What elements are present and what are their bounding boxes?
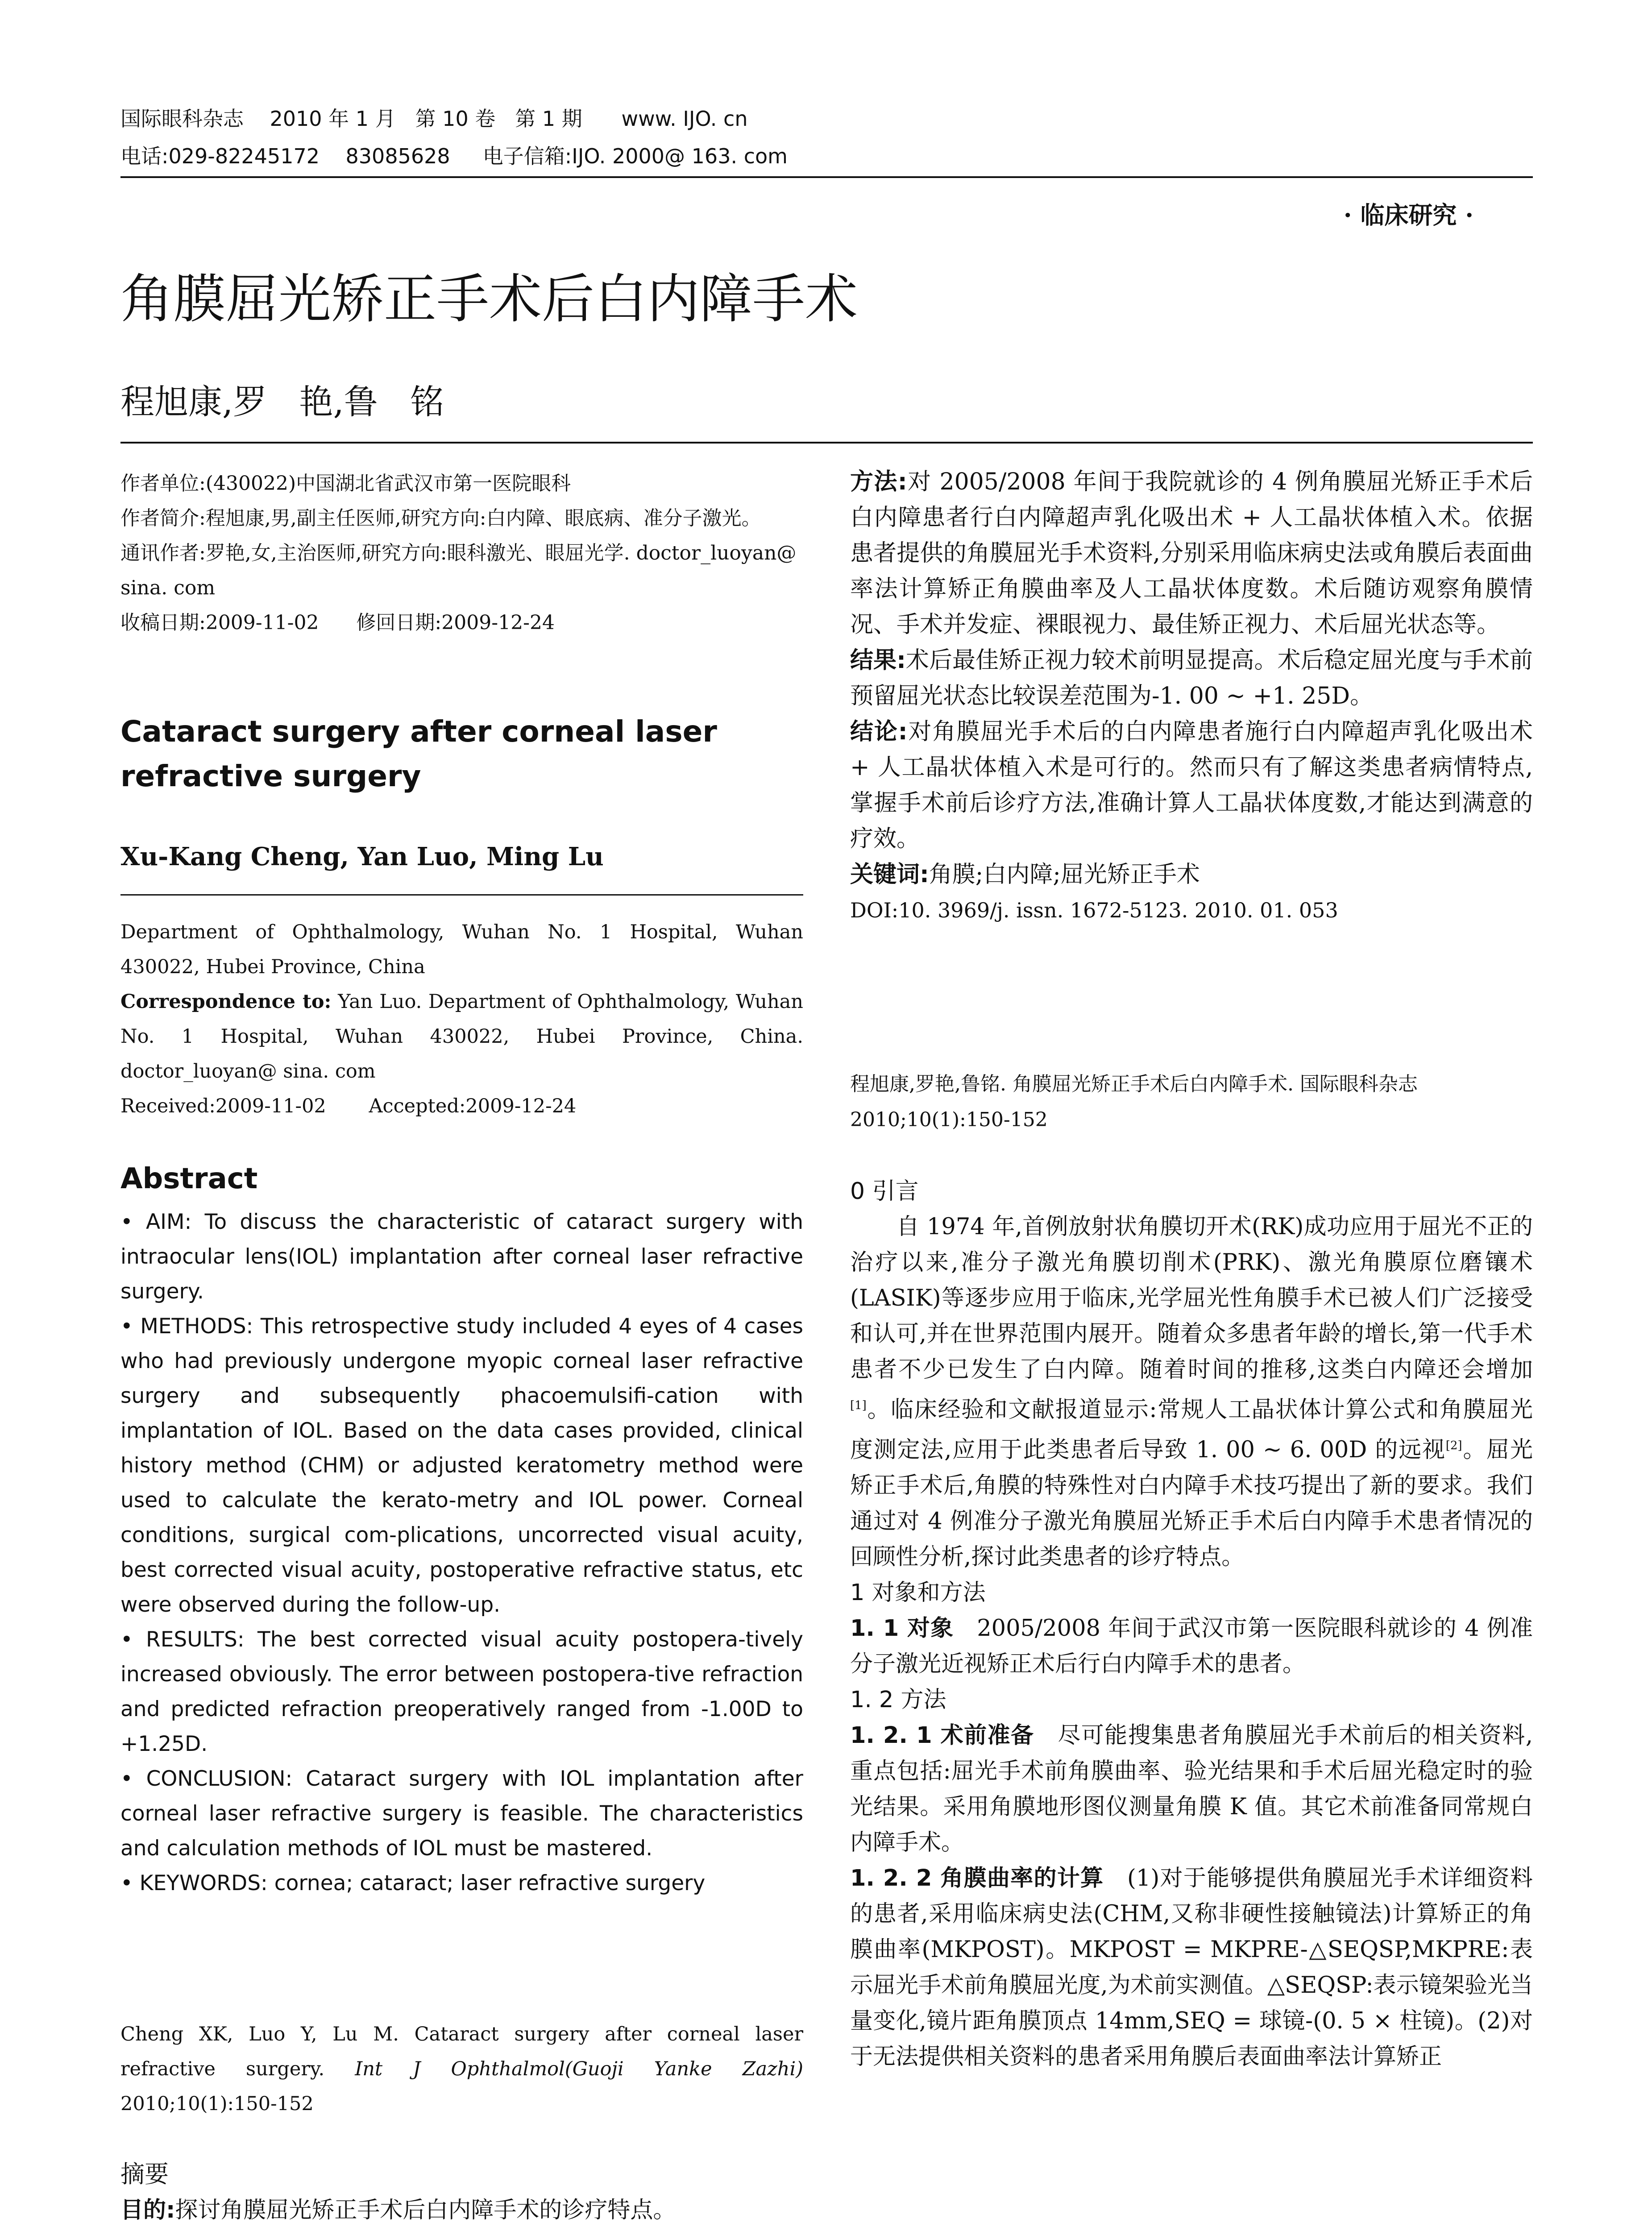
english-authors: Xu-Kang Cheng, Yan Luo, Ming Lu [120, 842, 604, 871]
abstract-results: • RESULTS: The best corrected visual acuity postopera-tively increased obviously. The error between postopera-tive refraction and predicted refraction preoperatively ranged from -1.00D to +1.25D. [120, 1627, 803, 1756]
citation-volume: 2010;10(1):150-152 [120, 2093, 314, 2115]
section-1-2-heading: 1. 2 方法 [850, 1687, 946, 1713]
authors-cn: 程旭康,罗 艳,鲁 铭 [120, 382, 444, 422]
cn-conclusion-text: 对角膜屈光手术后的白内障患者施行白内障超声乳化吸出术 + 人工晶状体植入术是可行的。然而只有了解这类患者病情特点,掌握手术前后诊疗方法,准确计算人工晶状体度数,才能达到满意的疗效。 [850, 718, 1533, 852]
cn-keywords [850, 857, 1533, 892]
title-rule [120, 442, 1533, 444]
citation-authors: Cheng XK, Luo Y, Lu M. Cataract surgery after corneal laser refractive surgery. [120, 2023, 803, 2080]
author-info-block [120, 466, 803, 640]
received-dates-cn: 收稿日期:2009-11-02 修回日期:2009-12-24 [120, 611, 555, 634]
abstract-aim: • AIM: To discuss the characteristic of cataract surgery with intraocular lens(IOL) implantation after corneal laser refractive surgery. [120, 1210, 803, 1304]
english-correspondence [120, 984, 803, 1089]
english-citation [120, 2017, 803, 2121]
abstract-conclusion: • CONCLUSION: Cataract surgery with IOL implantation after corneal laser refractive surgery is feasible. The characteristics and calculation methods of IOL must be mastered. [120, 1767, 803, 1861]
section-label: · 临床研究 · [1343, 201, 1474, 229]
intro-text-b: 。临床经验和文献报道显示:常规人工晶状体计算公式和角膜屈光度测定法,应用于此类患者后导致 1. 00 ~ 6. 00D 的远视 [850, 1397, 1533, 1463]
abstract-methods: • METHODS: This retrospective study included 4 eyes of 4 cases who had previously undergone myopic corneal laser refractive surgery and subsequently phacoemulsifi-cation with implantation of IOL. Based on the data cases provided, clinical history method (CHM) or adjusted keratometry method were used to calculate the kerato-metry and IOL power. Corneal conditions, surgical com-plications, uncorrected visual acuity, best corrected visual acuity, postoperative refractive status, etc were observed during the follow-up. [120, 1314, 803, 1617]
intro-text-a: 自 1974 年,首例放射状角膜切开术(RK)成功应用于屈光不正的治疗以来,准分子激光角膜切削术(PRK)、激光角膜原位磨镶术(LASIK)等逐步应用于临床,光学屈光性角膜手术已被人们广泛接受和认可,并在世界范围内展开。随着众多患者年龄的增长,第一代手术患者不少已发生了白内障。随着时间的推移,这类白内障还会增加 [850, 1214, 1533, 1383]
intro-text-c: 。屈光矫正手术后,角膜的特殊性对白内障手术技巧提出了新的要求。我们通过对 4 例准分子激光角膜屈光矫正手术后白内障手术患者情况的回顾性分析,探讨此类患者的诊疗特点。 [850, 1437, 1533, 1570]
cn-results [850, 643, 1533, 714]
english-title: Cataract surgery after corneal laser refractive surgery [120, 714, 717, 793]
section-1-2-1-text: 尽可能搜集患者角膜屈光手术前后的相关资料,重点包括:屈光手术前角膜曲率、验光结果和手术后屈光稳定时的验光结果。采用角膜地形图仪测量角膜 K 值。其它术前准备同常规白内障手术。 [850, 1722, 1533, 1856]
cn-aim-text: 探讨角膜屈光矫正手术后白内障手术的诊疗特点。 [175, 2197, 676, 2223]
author-bio: 作者简介:程旭康,男,副主任医师,研究方向:白内障、眼底病、准分子激光。 [120, 507, 761, 530]
abstract-heading: Abstract [120, 1162, 258, 1195]
correspondence-text: Yan Luo. Department of Ophthalmology, Wuhan No. 1 Hospital, Wuhan 430022, Hubei Province, China. doctor_luoyan@ sina. com [120, 991, 804, 1082]
citation-journal: Int J Ophthalmol(Guoji Yanke Zazhi) [355, 2058, 803, 2080]
header-rule [120, 176, 1533, 178]
english-affiliation-block [120, 915, 803, 1124]
correspondence-label: Correspondence to: [120, 991, 332, 1013]
cn-results-text: 术后最佳矫正视力较术前明显提高。术后稳定屈光度与手术前预留屈光状态比较误差范围为-1. 00 ~ +1. 25D。 [850, 647, 1533, 709]
cn-methods-text: 对 2005/2008 年间于我院就诊的 4 例角膜屈光矫正手术后白内障患者行白内障超声乳化吸出术 + 人工晶状体植入术。依据患者提供的角膜屈光手术资料,分别采用临床病史法或角膜后表面曲率法计算矫正角膜曲率及人工晶状体度数。术后随访观察角膜情况、手术并发症、裸眼视力、最佳矫正视力、术后屈光状态等。 [850, 469, 1533, 638]
intro-heading: 0 引言 [850, 1178, 919, 1205]
cn-keywords-text: 角膜;白内障;屈光矫正手术 [929, 861, 1200, 888]
cn-abstract-aim [120, 2193, 803, 2228]
cn-results-label: 结果: [850, 647, 906, 674]
english-affiliation: Department of Ophthalmology, Wuhan No. 1 Hospital, Wuhan 430022, Hubei Province, China [120, 921, 803, 978]
section-1-2-2-text: (1)对于能够提供角膜屈光手术详细资料的患者,采用临床病史法(CHM,又称非硬性接触镜法)计算矫正的角膜曲率(MKPOST)。MKPOST = MKPRE-△SEQSP,MKPRE:表示屈光手术前角膜屈光度,为术前实测值。△SEQSP:表示镜架验光当量变化,镜片距角膜顶点 14mm,SEQ = 球镜-(0. 5 × 柱镜)。(2)对于无法提供相关资料的患者采用角膜后表面曲率法计算矫正 [850, 1865, 1533, 2070]
section-1-2-2-label: 1. 2. 2 角膜曲率的计算 [850, 1865, 1104, 1891]
cn-methods [850, 464, 1533, 643]
cn-conclusion-label: 结论: [850, 718, 908, 745]
english-abstract [120, 1205, 803, 1901]
corresponding-author: 通讯作者:罗艳,女,主治医师,研究方向:眼科激光、眼屈光学. doctor_luoyan@ sina. com [120, 542, 797, 599]
cn-aim-label: 目的: [120, 2197, 175, 2223]
journal-header-line2: 电话:029-82245172 83085628 电子信箱:IJO. 2000@ 163. com [120, 144, 788, 168]
ref-marker-1: [1] [850, 1399, 867, 1412]
cn-abstract-continued [850, 464, 1533, 928]
english-authors-rule [120, 894, 803, 896]
cn-keywords-label: 关键词: [850, 861, 929, 888]
author-affiliation: 作者单位:(430022)中国湖北省武汉市第一医院眼科 [120, 472, 571, 495]
intro-paragraph [850, 1209, 1533, 1575]
page-title: 角膜屈光矫正手术后白内障手术 [120, 268, 858, 330]
section-1-1-text: 2005/2008 年间于武汉市第一医院眼科就诊的 4 例准分子激光近视矫正术后行白内障手术的患者。 [850, 1615, 1533, 1677]
journal-header-line1: 国际眼科杂志 2010 年 1 月 第 10 卷 第 1 期 www. IJO. cn [120, 107, 748, 131]
cn-conclusion [850, 714, 1533, 857]
cn-methods-label: 方法: [850, 469, 907, 495]
article-body [850, 1174, 1533, 2075]
section-1-2-1 [850, 1718, 1533, 1861]
cn-doi: DOI:10. 3969/j. issn. 1672-5123. 2010. 01. 053 [850, 898, 1338, 922]
section-1-heading: 1 对象和方法 [850, 1580, 986, 1606]
ref-marker-2: [2] [1445, 1439, 1462, 1452]
cn-abstract-heading: 摘要 [120, 2160, 169, 2188]
cn-citation: 程旭康,罗艳,鲁铭. 角膜屈光矫正手术后白内障手术. 国际眼科杂志 2010;10(1):150-152 [850, 1073, 1418, 1131]
section-1-1 [850, 1611, 1533, 1682]
english-received-dates: Received:2009-11-02 Accepted:2009-12-24 [120, 1095, 577, 1117]
section-1-1-label: 1. 1 对象 [850, 1615, 954, 1642]
section-1-2-2 [850, 1861, 1533, 2075]
abstract-keywords: • KEYWORDS: cornea; cataract; laser refractive surgery [120, 1871, 706, 1895]
section-1-2-1-label: 1. 2. 1 术前准备 [850, 1722, 1034, 1749]
